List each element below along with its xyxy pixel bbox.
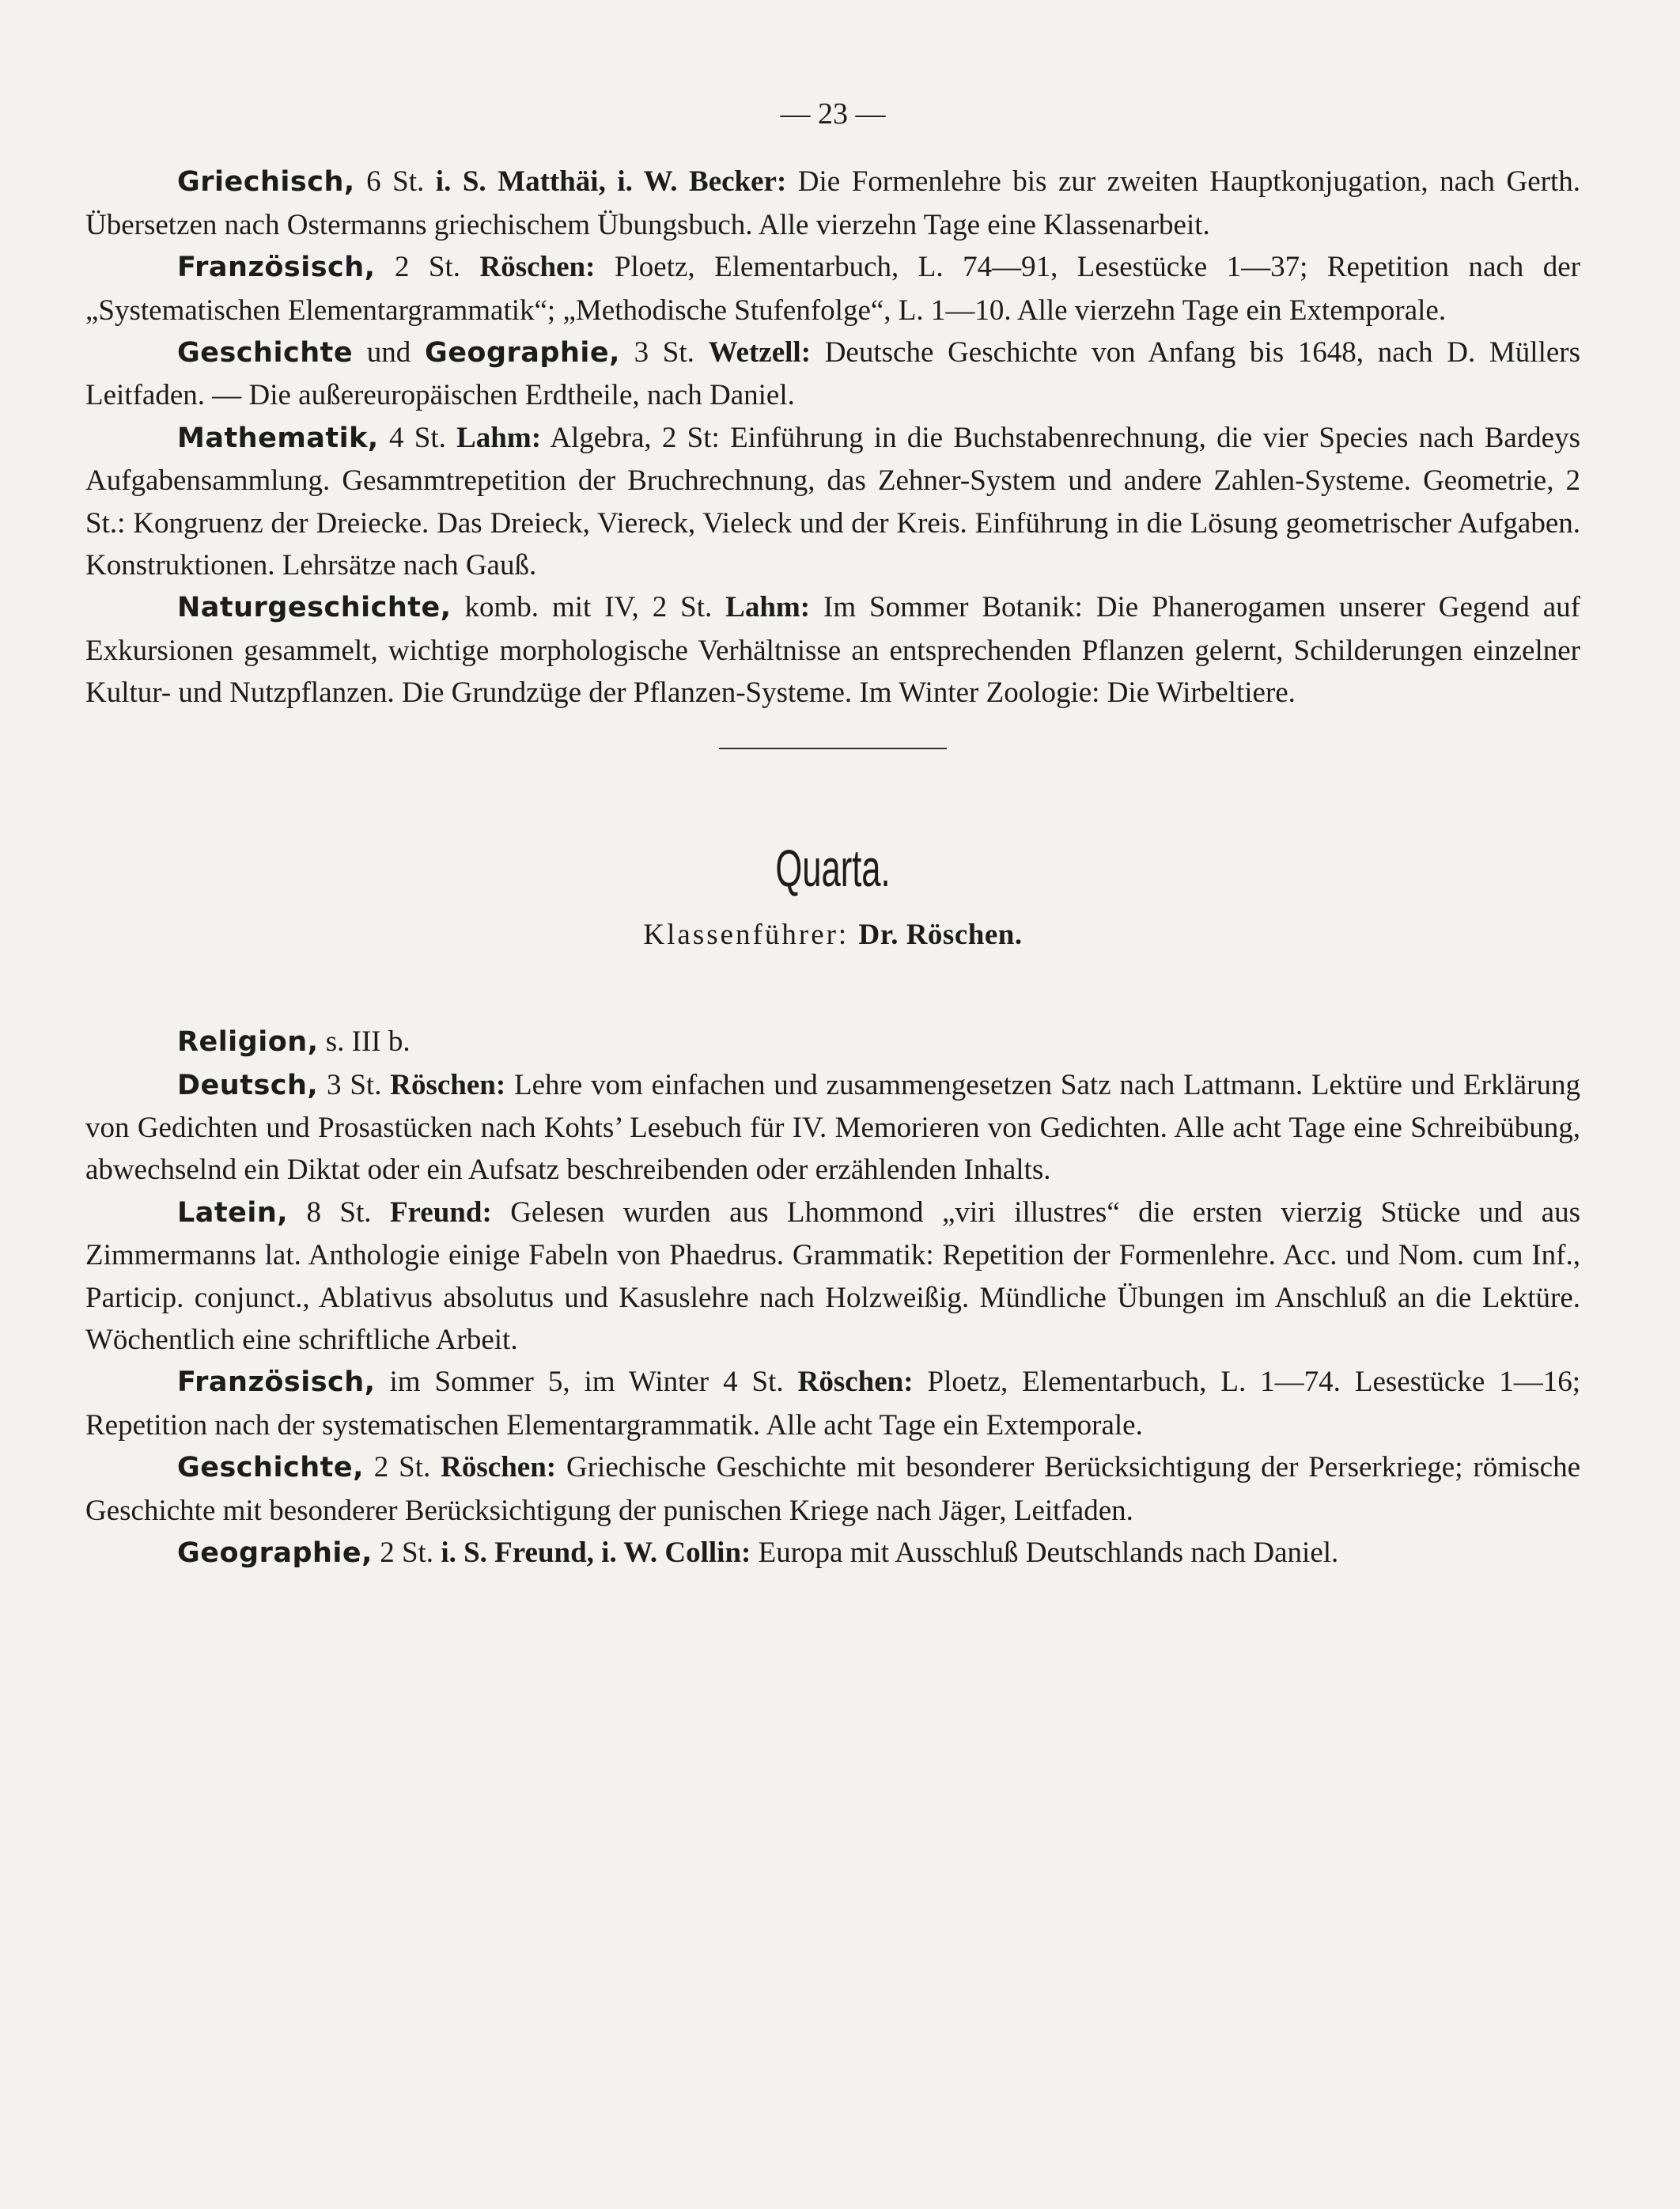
- teacher-name: Röschen:: [797, 1366, 914, 1399]
- teacher-name: Röschen:: [390, 1068, 506, 1101]
- subject-label: Geographie,: [177, 1536, 373, 1569]
- entry-religion: Religion, s. III b.: [177, 1025, 411, 1059]
- entry-text: Die Formenlehre bis zur zweiten Hauptkonjugation, nach Gerth. Übersetzen nach Ostermanns griechischem Übungsbuch. Alle vierzehn Tage eine Klassenarbeit.: [85, 165, 1581, 241]
- page: [85, 93, 1580, 1574]
- teacher-name: Röschen:: [479, 251, 596, 284]
- entry-griechisch: Griechisch, 6 St. i. S. Matthäi, i. W. Becker: Die Formenlehre bis zur zweiten Hauptkonjugation, nach Gerth. Übersetzen nach Ostermanns griechischem Übungsbuch. Alle vierzehn Tage eine Klassenarbeit.: [85, 165, 1581, 241]
- subject-label: Französisch,: [177, 252, 376, 284]
- subject-label: Geschichte: [177, 337, 354, 369]
- entry-text: Europa mit Ausschluß Deutschlands nach Daniel.: [751, 1536, 1339, 1569]
- section-title: Quarta.: [775, 838, 891, 897]
- entry-text: Ploetz, Elementarbuch, L. 74—91, Lesestücke 1—37; Repetition nach der „Systematischen Elementargrammatik“; „Methodische Stufenfolge“, L. 1—10. Alle vierzehn Tage ein Extemporale.: [85, 251, 1580, 327]
- class-leader-name: Dr. Röschen.: [858, 918, 1023, 951]
- teacher-name: Lahm:: [456, 421, 542, 454]
- entry-mathematik: Mathematik, 4 St. Lahm: Algebra, 2 St: Einführung in die Buchstabenrechnung, die vier Species nach Bardeys Aufgabensammlung. Gesammtrepetition der Bruchrechnung, das Zehner-System und andere Zahlen-Systeme. Geometrie, 2 St.: Kongruenz der Dreiecke. Das Dreieck, Viereck, Vieleck und der Kreis. Einführung in die Lösung geometrischer Aufgaben. Konstruktionen. Lehrsätze nach Gauß.: [85, 421, 1581, 582]
- entry-geographie-quarta: Geographie, 2 St. i. S. Freund, i. W. Collin: Europa mit Ausschluß Deutschlands nach Daniel.: [177, 1536, 1339, 1569]
- class-leader-line: [85, 914, 1580, 956]
- entry-geschichte-geographie: Geschichte und Geographie, 3 St. Wetzell: Deutsche Geschichte von Anfang bis 1648, nach D. Müllers Leitfaden. — Die außereuropäischen Erdtheile, nach Daniel.: [85, 336, 1580, 412]
- subject-label: Französisch,: [177, 1366, 376, 1399]
- entry-text: Ploetz, Elementarbuch, L. 1—74. Lesestücke 1—16; Repetition nach der systematischen Elementargrammatik. Alle acht Tage ein Extemporale.: [85, 1366, 1580, 1442]
- teacher-name: Röschen:: [441, 1451, 557, 1484]
- section-divider: [719, 748, 947, 749]
- teacher-name: Freund:: [389, 1195, 492, 1229]
- subject-label: Latein,: [177, 1196, 289, 1229]
- entry-deutsch: Deutsch, 3 St. Röschen: Lehre vom einfachen und zusammengesetzen Satz nach Lattmann. Lektüre und Erklärung von Gedichten und Prosastücken nach Kohts’ Lesebuch für IV. Memorieren von Gedichten. Alle acht Tage eine Schreibübung, abwechselnd ein Diktat oder ein Aufsatz beschreibenden oder erzählenden Inhalts.: [85, 1068, 1580, 1187]
- entry-geschichte-quarta: Geschichte, 2 St. Röschen: Griechische Geschichte mit besonderer Berücksichtigung der Perserkriege; römische Geschichte mit besonderer Berücksichtigung der punischen Kriege nach Jäger, Leitfaden.: [85, 1451, 1580, 1527]
- subject-label: Geschichte,: [177, 1452, 364, 1484]
- page-number: — 23 —: [780, 97, 886, 131]
- entry-text: Im Sommer Botanik: Die Phanerogamen unserer Gegend auf Exkursionen gesammelt, wichtige morphologische Verhältnisse an entsprechenden Pflanzen gelernt, Schilderungen einzelner Kultur- und Nutzpflanzen. Die Grundzüge der Pflanzen-Systeme. Im Winter Zoologie: Die Wirbeltiere.: [85, 591, 1580, 710]
- teacher-name: i. S. Freund, i. W. Collin:: [441, 1536, 751, 1569]
- subject-label: Religion,: [177, 1026, 319, 1059]
- subject-label: Deutsch,: [177, 1069, 319, 1101]
- entry-text: Deutsche Geschichte von Anfang bis 1648, nach D. Müllers Leitfaden. — Die außereuropäischen Erdtheile, nach Daniel.: [85, 336, 1580, 412]
- entry-latein: Latein, 8 St. Freund: Gelesen wurden aus Lhommond „viri illustres“ die ersten vierzig Stücke und aus Zimmermanns lat. Anthologie einige Fabeln von Phaedrus. Grammatik: Repetition der Formenlehre. Acc. und Nom. cum Inf., Particip. conjunct., Ablativus absolutus und Kasuslehre nach Holzweißig. Mündliche Übungen im Anschluß an die Lektüre. Wöchentlich eine schriftliche Arbeit.: [85, 1195, 1581, 1356]
- entry-text: Algebra, 2 St: Einführung in die Buchstabenrechnung, die vier Species nach Bardeys Aufgabensammlung. Gesammtrepetition der Bruchrechnung, das Zehner-System und andere Zahlen-Systeme. Geometrie, 2 St.: Kongruenz der Dreiecke. Das Dreieck, Viereck, Vieleck und der Kreis. Einführung in die Lösung geometrischer Aufgaben. Konstruktionen. Lehrsätze nach Gauß.: [85, 421, 1581, 582]
- teacher-name: i. S. Matthäi, i. W. Becker:: [435, 165, 787, 199]
- subject-label: Mathematik,: [177, 422, 379, 454]
- teacher-name: Wetzell:: [708, 336, 812, 369]
- entry-naturgeschichte: Naturgeschichte, komb. mit IV, 2 St. Lahm: Im Sommer Botanik: Die Phanerogamen unserer Gegend auf Exkursionen gesammelt, wichtige morphologische Verhältnisse an entsprechenden Pflanzen gelernt, Schilderungen einzelner Kultur- und Nutzpflanzen. Die Grundzüge der Pflanzen-Systeme. Im Winter Zoologie: Die Wirbeltiere.: [85, 591, 1580, 710]
- entry-franzoesisch-quarta: Französisch, im Sommer 5, im Winter 4 St. Röschen: Ploetz, Elementarbuch, L. 1—74. Lesestücke 1—16; Repetition nach der systematischen Elementargrammatik. Alle acht Tage ein Extemporale.: [85, 1366, 1580, 1442]
- entry-franzoesisch: Französisch, 2 St. Röschen: Ploetz, Elementarbuch, L. 74—91, Lesestücke 1—37; Repetition nach der „Systematischen Elementargrammatik“; „Methodische Stufenfolge“, L. 1—10. Alle vierzehn Tage ein Extemporale.: [85, 251, 1580, 327]
- class-leader-label: Klassenführer:: [643, 918, 849, 951]
- subject-label-2: Geographie,: [424, 337, 620, 369]
- teacher-name: Lahm:: [725, 591, 811, 624]
- entry-text: Griechische Geschichte mit besonderer Berücksichtigung der Perserkriege; römische Geschichte mit besonderer Berücksichtigung der punischen Kriege nach Jäger, Leitfaden.: [85, 1451, 1580, 1527]
- entry-text: Lehre vom einfachen und zusammengesetzen Satz nach Lattmann. Lektüre und Erklärung von Gedichten und Prosastücken nach Kohts’ Lesebuch für IV. Memorieren von Gedichten. Alle acht Tage eine Schreibübung, abwechselnd ein Diktat oder ein Aufsatz beschreibenden oder erzählenden Inhalts.: [85, 1068, 1580, 1187]
- subject-label: Griechisch,: [177, 166, 355, 199]
- entry-text: Gelesen wurden aus Lhommond „viri illustres“ die ersten vierzig Stücke und aus Zimmermanns lat. Anthologie einige Fabeln von Phaedrus. Grammatik: Repetition der Formenlehre. Acc. und Nom. cum Inf., Particip. conjunct., Ablativus absolutus und Kasuslehre nach Holzweißig. Mündliche Übungen im Anschluß an die Lektüre. Wöchentlich eine schriftliche Arbeit.: [85, 1195, 1581, 1356]
- subject-label: Naturgeschichte,: [177, 592, 452, 624]
